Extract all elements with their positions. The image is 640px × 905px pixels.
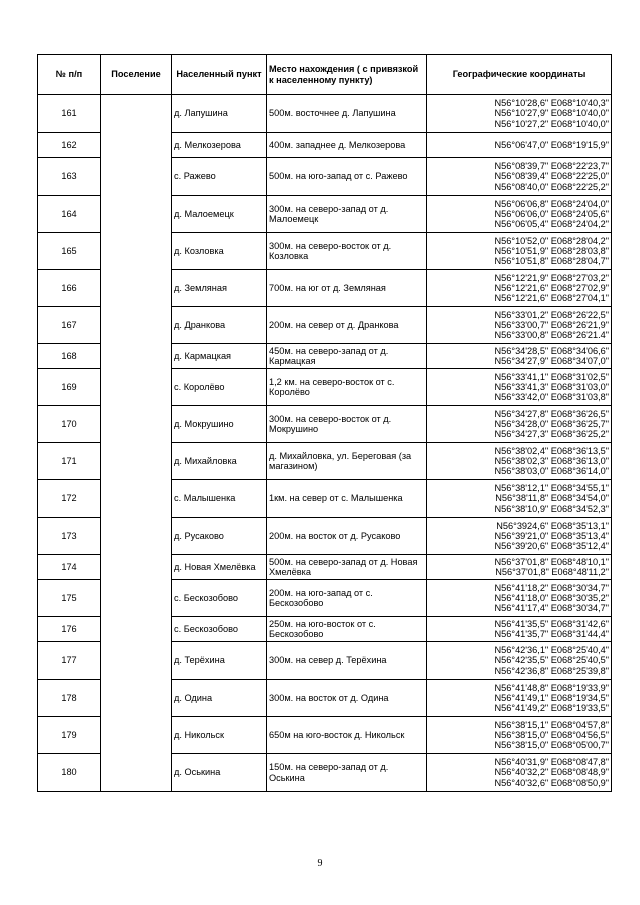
settlement-cell: с. Бескозобово — [172, 617, 267, 642]
coordinate-line: N56°37'01,8" E068°48'11,2" — [495, 567, 609, 577]
settlement-cell: д. Земляная — [172, 270, 267, 307]
coordinates-cell — [427, 270, 612, 307]
coordinate-line: N56°38'02,4" E068°36'13,5" — [494, 445, 609, 456]
row-number: 172 — [38, 480, 101, 518]
coordinate-line: N56°41'48,8" E068°19'33,9" — [494, 682, 609, 693]
coordinate-line: N56°42'36,8" E068°25'39,8" — [494, 665, 609, 676]
coordinate-line: N56°38'15,0" E068°04'56,5" — [494, 729, 609, 740]
coordinate-line: N56°3924,6" E068°35'13,1" — [496, 520, 609, 531]
location-cell: 200м. на восток от д. Русаково — [267, 518, 427, 555]
coordinate-line: N56°41'18,2" E068°30'34,7" — [494, 582, 609, 593]
coordinate-line: N56°38'11,8" E068°34'54,0" — [495, 493, 609, 504]
row-number: 177 — [38, 642, 101, 680]
location-cell: 400м. западнее д. Мелкозерова — [267, 133, 427, 158]
settlement-cell: д. Мокрушино — [172, 406, 267, 443]
coordinate-line: N56°41'49,1" E068°19'34,5" — [494, 692, 609, 703]
coordinates-cell — [427, 617, 612, 642]
header-coordinates: Географические координаты — [427, 55, 612, 95]
settlement-cell: д. Дранкова — [172, 307, 267, 344]
coordinates-cell — [427, 406, 612, 443]
coordinate-line: N56°40'32,2" E068°08'48,9" — [494, 767, 609, 778]
coordinate-line: N56°33'00,7" E068°26'21,9" — [494, 319, 609, 330]
coordinate-line: N56°33'41,1" E068°31'02,5" — [494, 371, 609, 382]
coordinate-line: N56°34'27,3" E068°36'25,2" — [494, 429, 609, 440]
page-number: 9 — [317, 858, 323, 869]
row-number: 162 — [38, 133, 101, 158]
coordinate-line: N56°41'35,5" E068°31'42,6" — [494, 618, 609, 629]
settlement-cell: д. Никольск — [172, 717, 267, 754]
coordinate-line: N56°06'47,0" E068°19'15,9" — [494, 139, 609, 150]
coordinate-line: N56°06'06,0" E068°24'05,6" — [494, 208, 609, 219]
row-number: 163 — [38, 158, 101, 196]
coordinate-line: N56°06'06,8" E068°24'04,0" — [494, 198, 609, 209]
location-cell: 150м. на северо-запад от д. Оськина — [267, 754, 427, 792]
location-cell: 500м. на юго-запад от с. Ражево — [267, 158, 427, 196]
row-number: 174 — [38, 555, 101, 580]
coordinates-cell — [427, 196, 612, 233]
location-cell: 450м. на северо-запад от д. Кармацкая — [267, 344, 427, 369]
coordinate-line: N56°33'41,3" E068°31'03,0" — [494, 381, 609, 392]
settlement-cell: д. Михайловка — [172, 443, 267, 480]
header-location: Место нахождения ( с привязкой к населенному пункту) — [267, 55, 427, 95]
row-number: 173 — [38, 518, 101, 555]
coordinates-cell — [427, 369, 612, 406]
coordinate-line: N56°33'42,0" E068°31'03,8" — [494, 392, 609, 403]
coordinate-line: N56°12'21,6" E068°27'04,1" — [494, 293, 609, 304]
posel-cell — [101, 95, 172, 792]
location-cell: 500м. восточнее д. Лапушина — [267, 95, 427, 133]
coordinate-line: N56°38'03,0" E068°36'14,0" — [494, 466, 609, 477]
coordinates-cell — [427, 133, 612, 158]
row-number: 167 — [38, 307, 101, 344]
settlement-cell: д. Козловка — [172, 233, 267, 270]
coordinates-cell — [427, 344, 612, 369]
coordinates-cell — [427, 642, 612, 680]
location-cell: 650м на юго-восток д. Никольск — [267, 717, 427, 754]
header-settlement: Населенный пункт — [172, 55, 267, 95]
settlement-cell: д. Оськина — [172, 754, 267, 792]
coordinate-line: N56°10'27,9" E068°10'40,0" — [494, 108, 609, 119]
coordinate-line: N56°12'21,9" E068°27'03,2" — [494, 272, 609, 283]
coordinate-line: N56°37'01,8" E068°48'10,1" — [494, 556, 609, 567]
coordinates-cell — [427, 518, 612, 555]
coordinate-line: N56°42'36,1" E068°25'40,4" — [494, 645, 609, 656]
location-cell: 1км. на север от с. Малышенка — [267, 480, 427, 518]
coordinates-table — [37, 54, 612, 792]
coordinate-line: N56°10'51,9" E068°28'03,8" — [494, 245, 609, 256]
coordinate-line: N56°38'02,3" E068°36'13,0" — [494, 455, 609, 466]
location-cell: 300м. на север д. Терёхина — [267, 642, 427, 680]
header-num: № п/п — [38, 55, 101, 95]
row-number: 161 — [38, 95, 101, 133]
location-cell: 1,2 км. на северо-восток от с. Королёво — [267, 369, 427, 406]
coordinates-cell — [427, 680, 612, 717]
settlement-cell: д. Кармацкая — [172, 344, 267, 369]
coordinate-line: N56°41'17,4" E068°30'34,7" — [494, 603, 609, 614]
coordinate-line: N56°39'21,0" E068°35'13,4" — [494, 530, 609, 541]
coordinate-line: N56°40'32,6" E068°08'50,9" — [494, 777, 609, 788]
coordinate-line: N56°08'40,0" E068°22'25,2" — [494, 181, 609, 192]
coordinates-cell — [427, 307, 612, 344]
location-cell: 300м. на северо-восток от д. Козловка — [267, 233, 427, 270]
row-number: 170 — [38, 406, 101, 443]
settlement-cell: с. Бескозобово — [172, 580, 267, 617]
settlement-cell: с. Малышенка — [172, 480, 267, 518]
row-number: 165 — [38, 233, 101, 270]
coordinate-line: N56°38'15,1" E068°04'57,8" — [494, 719, 609, 730]
coordinates-cell — [427, 233, 612, 270]
coordinates-cell — [427, 443, 612, 480]
coordinate-line: N56°38'10,9" E068°34'52,3" — [494, 503, 609, 514]
table-row — [38, 95, 612, 133]
coordinate-line: N56°34'27,8" E068°36'26,5" — [494, 408, 609, 419]
location-cell: д. Михайловка, ул. Береговая (за магазином) — [267, 443, 427, 480]
row-number: 176 — [38, 617, 101, 642]
coordinate-line: N56°33'01,2" E068°26'22,5" — [494, 309, 609, 320]
location-cell: 200м. на север от д. Дранкова — [267, 307, 427, 344]
coordinates-cell — [427, 754, 612, 792]
row-number: 168 — [38, 344, 101, 369]
row-number: 166 — [38, 270, 101, 307]
coordinate-line: N56°34'28,5" E068°34'06,6" — [494, 345, 609, 356]
settlement-cell: с. Ражево — [172, 158, 267, 196]
location-cell: 250м. на юго-восток от с. Бескозобово — [267, 617, 427, 642]
coordinate-line: N56°39'20,6" E068°35'12,4" — [494, 541, 609, 552]
coordinate-line: N56°41'18,0" E068°30'35,2" — [494, 592, 609, 603]
location-cell: 500м. на северо-запад от д. Новая Хмелёвка — [267, 555, 427, 580]
coordinate-line: N56°34'28,0" E068°36'25,7" — [494, 418, 609, 429]
settlement-cell: д. Одина — [172, 680, 267, 717]
coordinate-line: N56°38'15,0" E068°05'00,7" — [494, 740, 609, 751]
row-number: 169 — [38, 369, 101, 406]
coordinate-line: N56°40'31,9" E068°08'47,8" — [494, 757, 609, 768]
coordinates-cell — [427, 580, 612, 617]
settlement-cell: д. Лапушина — [172, 95, 267, 133]
coordinate-line: N56°41'35,7" E068°31'44,4" — [494, 629, 609, 639]
settlement-cell: д. Мелкозерова — [172, 133, 267, 158]
coordinates-cell — [427, 158, 612, 196]
header-posel: Поселение — [101, 55, 172, 95]
location-cell: 300м. на северо-восток от д. Мокрушино — [267, 406, 427, 443]
row-number: 178 — [38, 680, 101, 717]
coordinate-line: N56°38'12,1" E068°34'55,1" — [494, 483, 609, 494]
coordinate-line: N56°08'39,4" E068°22'25,0" — [494, 171, 609, 182]
location-cell: 300м. на восток от д. Одина — [267, 680, 427, 717]
settlement-cell: д. Терёхина — [172, 642, 267, 680]
coordinate-line: N56°06'05,4" E068°24'04,2" — [494, 219, 609, 230]
coordinate-line: N56°08'39,7" E068°22'23,7" — [494, 161, 609, 172]
coordinates-cell — [427, 717, 612, 754]
row-number: 171 — [38, 443, 101, 480]
row-number: 164 — [38, 196, 101, 233]
coordinate-line: N56°41'49,2" E068°19'33,5" — [494, 703, 609, 714]
coordinate-line: N56°10'28,6" E068°10'40,3" — [494, 98, 609, 109]
location-cell: 200м. на юго-запад от с. Бескозобово — [267, 580, 427, 617]
coordinate-line: N56°12'21,6" E068°27'02,9" — [494, 282, 609, 293]
settlement-cell: с. Королёво — [172, 369, 267, 406]
coordinate-line: N56°10'51,8" E068°28'04,7" — [494, 256, 609, 267]
row-number: 179 — [38, 717, 101, 754]
row-number: 175 — [38, 580, 101, 617]
coordinates-cell — [427, 95, 612, 133]
coordinate-line: N56°33'00,8" E068°26'21.4" — [494, 330, 609, 341]
coordinate-line: N56°10'52,0" E068°28'04,2" — [494, 235, 609, 246]
row-number: 180 — [38, 754, 101, 792]
location-cell: 700м. на юг от д. Земляная — [267, 270, 427, 307]
coordinate-line: N56°34'27,9" E068°34'07,0" — [494, 356, 609, 366]
settlement-cell: д. Новая Хмелёвка — [172, 555, 267, 580]
coordinates-cell — [427, 480, 612, 518]
coordinate-line: N56°42'35,5" E068°25'40,5" — [494, 655, 609, 666]
settlement-cell: д. Русаково — [172, 518, 267, 555]
table-header-row — [38, 55, 612, 95]
settlement-cell: д. Малоемецк — [172, 196, 267, 233]
coordinates-cell — [427, 555, 612, 580]
coordinate-line: N56°10'27,2" E068°10'40,0" — [494, 118, 609, 129]
location-cell: 300м. на северо-запад от д. Малоемецк — [267, 196, 427, 233]
